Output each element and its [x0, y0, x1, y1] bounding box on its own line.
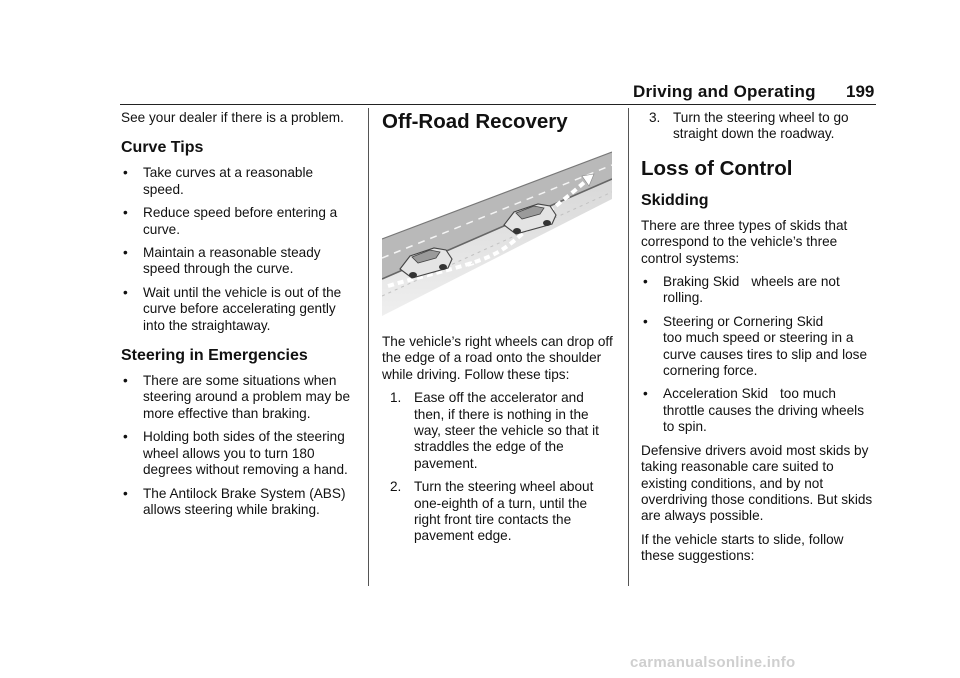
- list-item: • Acceleration Skid too much throttle causes the driving wheels to spin.: [643, 386, 864, 435]
- defensive-drivers-paragraph: Defensive drivers avoid most skids by taking reasonable care suited to existing conditions, and by not overdriving those conditions. But skids are always possible.: [641, 442, 873, 524]
- curve-tips-heading: Curve Tips: [121, 139, 204, 157]
- off-road-recovery-illustration: [382, 144, 612, 316]
- list-item: • Holding both sides of the steering wheel allows you to turn 180 degrees without removing a hand.: [123, 429, 348, 478]
- curve-tips-list: [121, 165, 357, 334]
- intro-paragraph: See your dealer if there is a problem.: [121, 110, 344, 125]
- list-item: 3. Turn the steering wheel to go straight down the roadway.: [649, 110, 849, 142]
- skid-types-list: [641, 274, 877, 436]
- list-item: • Braking Skid wheels are not rolling.: [643, 274, 840, 306]
- column-divider-2: [628, 108, 629, 586]
- column-divider-1: [368, 108, 369, 586]
- slide-suggestions-paragraph: If the vehicle starts to slide, follow these suggestions:: [641, 531, 844, 564]
- list-item: • Steering or Cornering Skid too much speed or steering in a curve causes tires to slip and lose cornering force.: [643, 313, 868, 379]
- list-item: • Take curves at a reasonable speed.: [123, 165, 314, 197]
- section-title: Driving and Operating: [633, 82, 816, 101]
- list-item: • Maintain a reasonable steady speed through the curve.: [123, 245, 321, 277]
- off-road-intro: The vehicle’s right wheels can drop off the edge of a road onto the shoulder while driving. Follow these tips:: [382, 334, 613, 382]
- list-item: • The Antilock Brake System (ABS) allows steering while braking.: [123, 485, 346, 517]
- steering-emergencies-list: [121, 373, 357, 518]
- recovery-steps: [382, 390, 614, 545]
- list-item: • Wait until the vehicle is out of the curve before accelerating gently into the straightaway.: [123, 284, 342, 333]
- column-left: [121, 110, 357, 525]
- column-right: [641, 110, 877, 572]
- off-road-recovery-heading: Off-Road Recovery: [382, 110, 568, 133]
- steering-emergencies-heading: Steering in Emergencies: [121, 347, 308, 365]
- page-number: 199: [846, 82, 875, 101]
- list-item: • Reduce speed before entering a curve.: [123, 205, 338, 237]
- list-item: 2. Turn the steering wheel about one-eighth of a turn, until the right front tire contacts the pavement edge.: [390, 479, 594, 544]
- list-item: • There are some situations when steering around a problem may be more effective than braking.: [123, 373, 351, 421]
- watermark: carmanualsonline.info: [630, 654, 796, 671]
- skidding-heading: Skidding: [641, 191, 709, 209]
- column-middle: [382, 110, 614, 552]
- recovery-steps-continued: [641, 110, 877, 143]
- header-divider: [120, 104, 876, 105]
- skidding-intro: There are three types of skids that correspond to the vehicle’s three control systems:: [641, 217, 848, 266]
- list-item: 1. Ease off the accelerator and then, if there is nothing in the way, steer the vehicle so that it straddles the edge of the pavement.: [390, 390, 599, 471]
- loss-of-control-heading: Loss of Control: [641, 156, 793, 180]
